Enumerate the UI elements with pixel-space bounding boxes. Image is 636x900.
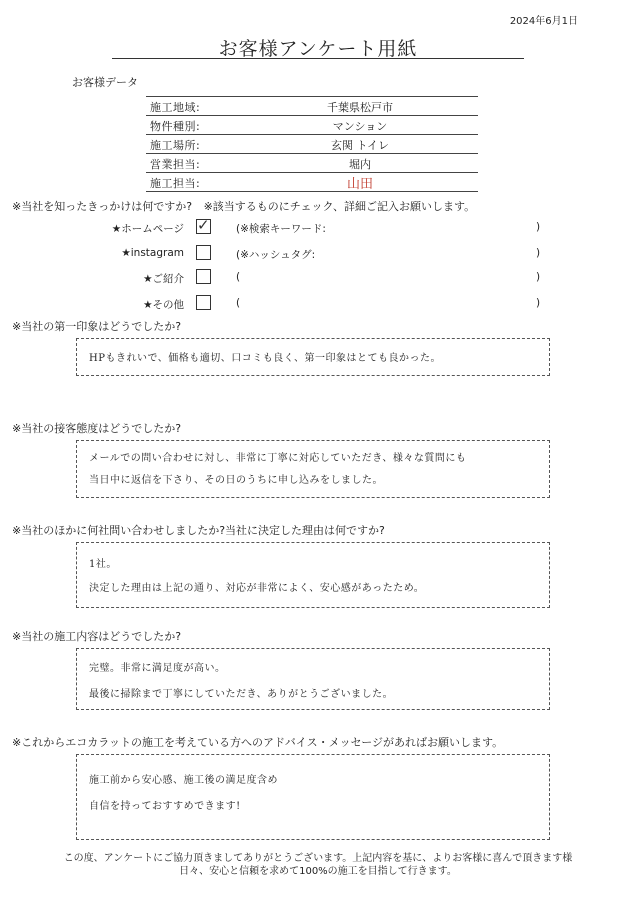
question-advice: ※これからエコカラットの施工を考えている方へのアドバイス・メッセージがあればお願いします。 bbox=[12, 736, 504, 749]
info-row-area bbox=[146, 97, 478, 116]
info-value: マンション bbox=[332, 120, 388, 133]
info-value: 玄関 トイレ bbox=[331, 139, 389, 152]
source-option-referral bbox=[0, 268, 636, 288]
option-paren-close: ) bbox=[536, 247, 541, 259]
check-mark-icon: ✓ bbox=[197, 216, 210, 234]
referral-checkbox[interactable] bbox=[196, 269, 211, 284]
installer-signature: 山田 bbox=[346, 177, 373, 192]
answer-line: 施工前から安心感、施工後の満足度含め bbox=[89, 775, 278, 786]
info-key: 施工地域: bbox=[150, 101, 201, 114]
answer-line: 完璧。非常に満足度が高い。 bbox=[89, 663, 226, 674]
customer-data-label: お客様データ bbox=[72, 76, 138, 89]
info-key: 営業担当: bbox=[150, 158, 201, 171]
source-option-homepage bbox=[0, 218, 636, 238]
advice-answer-box bbox=[76, 754, 550, 840]
footer-line: 日々、安心と信頼を求めて100%の施工を目指して行きます。 bbox=[179, 866, 457, 877]
info-key: 物件種別: bbox=[150, 120, 201, 133]
info-value: 千葉県松戸市 bbox=[327, 101, 393, 114]
other-checkbox[interactable] bbox=[196, 295, 211, 310]
info-value: 堀内 bbox=[349, 158, 371, 171]
info-row-location bbox=[146, 135, 478, 154]
option-label: ★その他 bbox=[143, 299, 184, 311]
option-paren: ( bbox=[236, 297, 241, 309]
option-label: ★instagram bbox=[121, 247, 184, 259]
info-key: 施工担当: bbox=[150, 177, 201, 190]
question-work-quality: ※当社の施工内容はどうでしたか? bbox=[12, 630, 182, 643]
answer-line: 決定した理由は上記の通り、対応が非常によく、安心感があったため。 bbox=[89, 583, 425, 594]
title-underline bbox=[112, 58, 524, 59]
answer-line: HPもきれいで、価格も適切、口コミも良く、第一印象はとても良かった。 bbox=[89, 353, 442, 364]
source-option-instagram bbox=[0, 244, 636, 264]
footer-message bbox=[0, 852, 636, 878]
customer-service-answer-box bbox=[76, 440, 550, 498]
homepage-checkbox[interactable] bbox=[196, 216, 211, 234]
footer-line: この度、アンケートにご協力頂きましてありがとうございます。上記内容を基に、よりお客様に喜んで頂きます様 bbox=[63, 853, 573, 864]
work-quality-answer-box bbox=[76, 648, 550, 710]
answer-line: 1社。 bbox=[89, 559, 117, 570]
other-companies-answer-box bbox=[76, 542, 550, 608]
option-paren-close: ) bbox=[536, 297, 541, 309]
question-text: ※当社を知ったきっかけは何ですか? bbox=[12, 200, 193, 213]
instagram-checkbox[interactable] bbox=[196, 245, 211, 260]
question-customer-service: ※当社の接客態度はどうでしたか? bbox=[12, 422, 182, 435]
option-paren-close: ) bbox=[536, 271, 541, 283]
survey-date: 2024年6月1日 bbox=[509, 16, 578, 27]
answer-line: メールでの問い合わせに対し、非常に丁寧に対応していただき、様々な質問にも bbox=[89, 453, 467, 464]
first-impression-answer-box bbox=[76, 338, 550, 376]
option-paren: ( bbox=[236, 271, 241, 283]
question-first-impression: ※当社の第一印象はどうでしたか? bbox=[12, 320, 182, 333]
info-row-installer bbox=[146, 173, 478, 192]
option-paren: (※検索キーワード: bbox=[236, 223, 326, 235]
page-title: お客様アンケート用紙 bbox=[218, 38, 418, 60]
answer-line: 最後に掃除まで丁寧にしていただき、ありがとうございました。 bbox=[89, 689, 394, 700]
answer-line: 自信を持っておすすめできます! bbox=[89, 801, 241, 812]
info-row-property-type bbox=[146, 116, 478, 135]
info-key: 施工場所: bbox=[150, 139, 201, 152]
source-option-other bbox=[0, 294, 636, 314]
customer-data-table bbox=[146, 96, 478, 192]
option-label: ★ホームページ bbox=[111, 223, 184, 235]
option-paren-close: ) bbox=[536, 221, 541, 233]
option-paren: (※ハッシュタグ: bbox=[236, 249, 316, 261]
option-label: ★ご紹介 bbox=[143, 273, 184, 285]
question-instruction: ※該当するものにチェック、詳細ご記入お願いします。 bbox=[203, 200, 476, 213]
info-row-sales-rep bbox=[146, 154, 478, 173]
answer-line: 当日中に返信を下さり、その日のうちに申し込みをしました。 bbox=[89, 475, 383, 486]
question-source bbox=[12, 198, 475, 214]
question-other-companies: ※当社のほかに何社問い合わせしましたか?当社に決定した理由は何ですか? bbox=[12, 524, 385, 537]
